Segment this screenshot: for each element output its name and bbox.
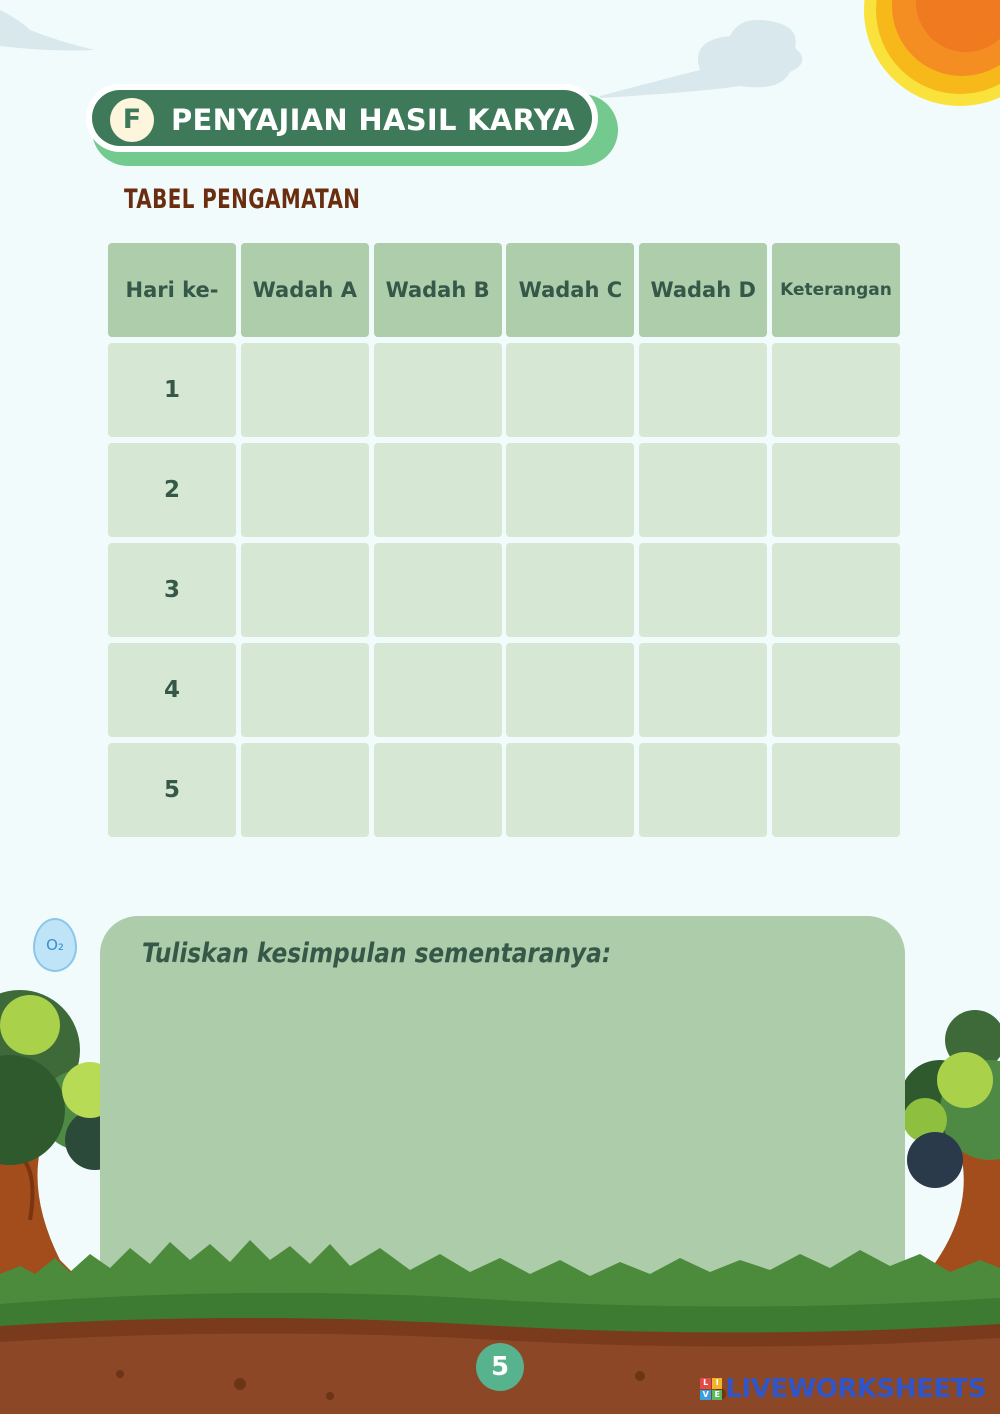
table-header-cell: Keterangan: [772, 243, 900, 337]
table-input-cell[interactable]: [772, 543, 900, 637]
table-input-cell[interactable]: [639, 643, 767, 737]
table-input-cell[interactable]: [241, 443, 369, 537]
table-input-cell[interactable]: [506, 743, 634, 837]
table-input-cell[interactable]: [374, 443, 502, 537]
table-input-cell[interactable]: [241, 743, 369, 837]
table-input-cell[interactable]: [639, 443, 767, 537]
table-input-cell[interactable]: [374, 543, 502, 637]
table-day-cell: 5: [108, 743, 236, 837]
page-number-badge: 5: [476, 1343, 524, 1391]
table-input-cell[interactable]: [374, 743, 502, 837]
table-header-cell: Hari ke-: [108, 243, 236, 337]
sun-icon: [864, 0, 1000, 106]
table-header-cell: Wadah C: [506, 243, 634, 337]
oxygen-bubble-icon: O₂: [33, 918, 77, 972]
table-input-cell[interactable]: [639, 343, 767, 437]
table-title: TABEL PENGAMATAN: [124, 184, 361, 215]
table-day-cell: 1: [108, 343, 236, 437]
table-header-cell: Wadah D: [639, 243, 767, 337]
table-day-cell: 2: [108, 443, 236, 537]
table-input-cell[interactable]: [506, 643, 634, 737]
section-title: PENYAJIAN HASIL KARYA: [171, 103, 575, 137]
table-input-cell[interactable]: [241, 543, 369, 637]
section-letter-badge: F: [110, 98, 154, 142]
table-input-cell[interactable]: [374, 643, 502, 737]
cloud-icon: [600, 20, 802, 98]
section-header: [86, 84, 618, 168]
table-header-cell: Wadah B: [374, 243, 502, 337]
table-input-cell[interactable]: [772, 343, 900, 437]
table-input-cell[interactable]: [241, 343, 369, 437]
table-input-cell[interactable]: [374, 343, 502, 437]
table-input-cell[interactable]: [506, 343, 634, 437]
brand-name: LIVEWORKSHEETS: [725, 1374, 986, 1404]
table-input-cell[interactable]: [772, 743, 900, 837]
table-input-cell[interactable]: [772, 643, 900, 737]
table-input-cell[interactable]: [639, 743, 767, 837]
conclusion-prompt: Tuliskan kesimpulan sementaranya:: [142, 938, 612, 969]
table-input-cell[interactable]: [241, 643, 369, 737]
observation-table: [108, 243, 900, 837]
table-input-cell[interactable]: [506, 443, 634, 537]
table-day-cell: 3: [108, 543, 236, 637]
table-day-cell: 4: [108, 643, 236, 737]
table-input-cell[interactable]: [506, 543, 634, 637]
cloud-icon: [0, 10, 95, 51]
table-input-cell[interactable]: [772, 443, 900, 537]
table-header-cell: Wadah A: [241, 243, 369, 337]
liveworksheets-badge-icon: L I V E: [700, 1378, 722, 1400]
table-input-cell[interactable]: [639, 543, 767, 637]
liveworksheets-logo: [700, 1374, 986, 1404]
